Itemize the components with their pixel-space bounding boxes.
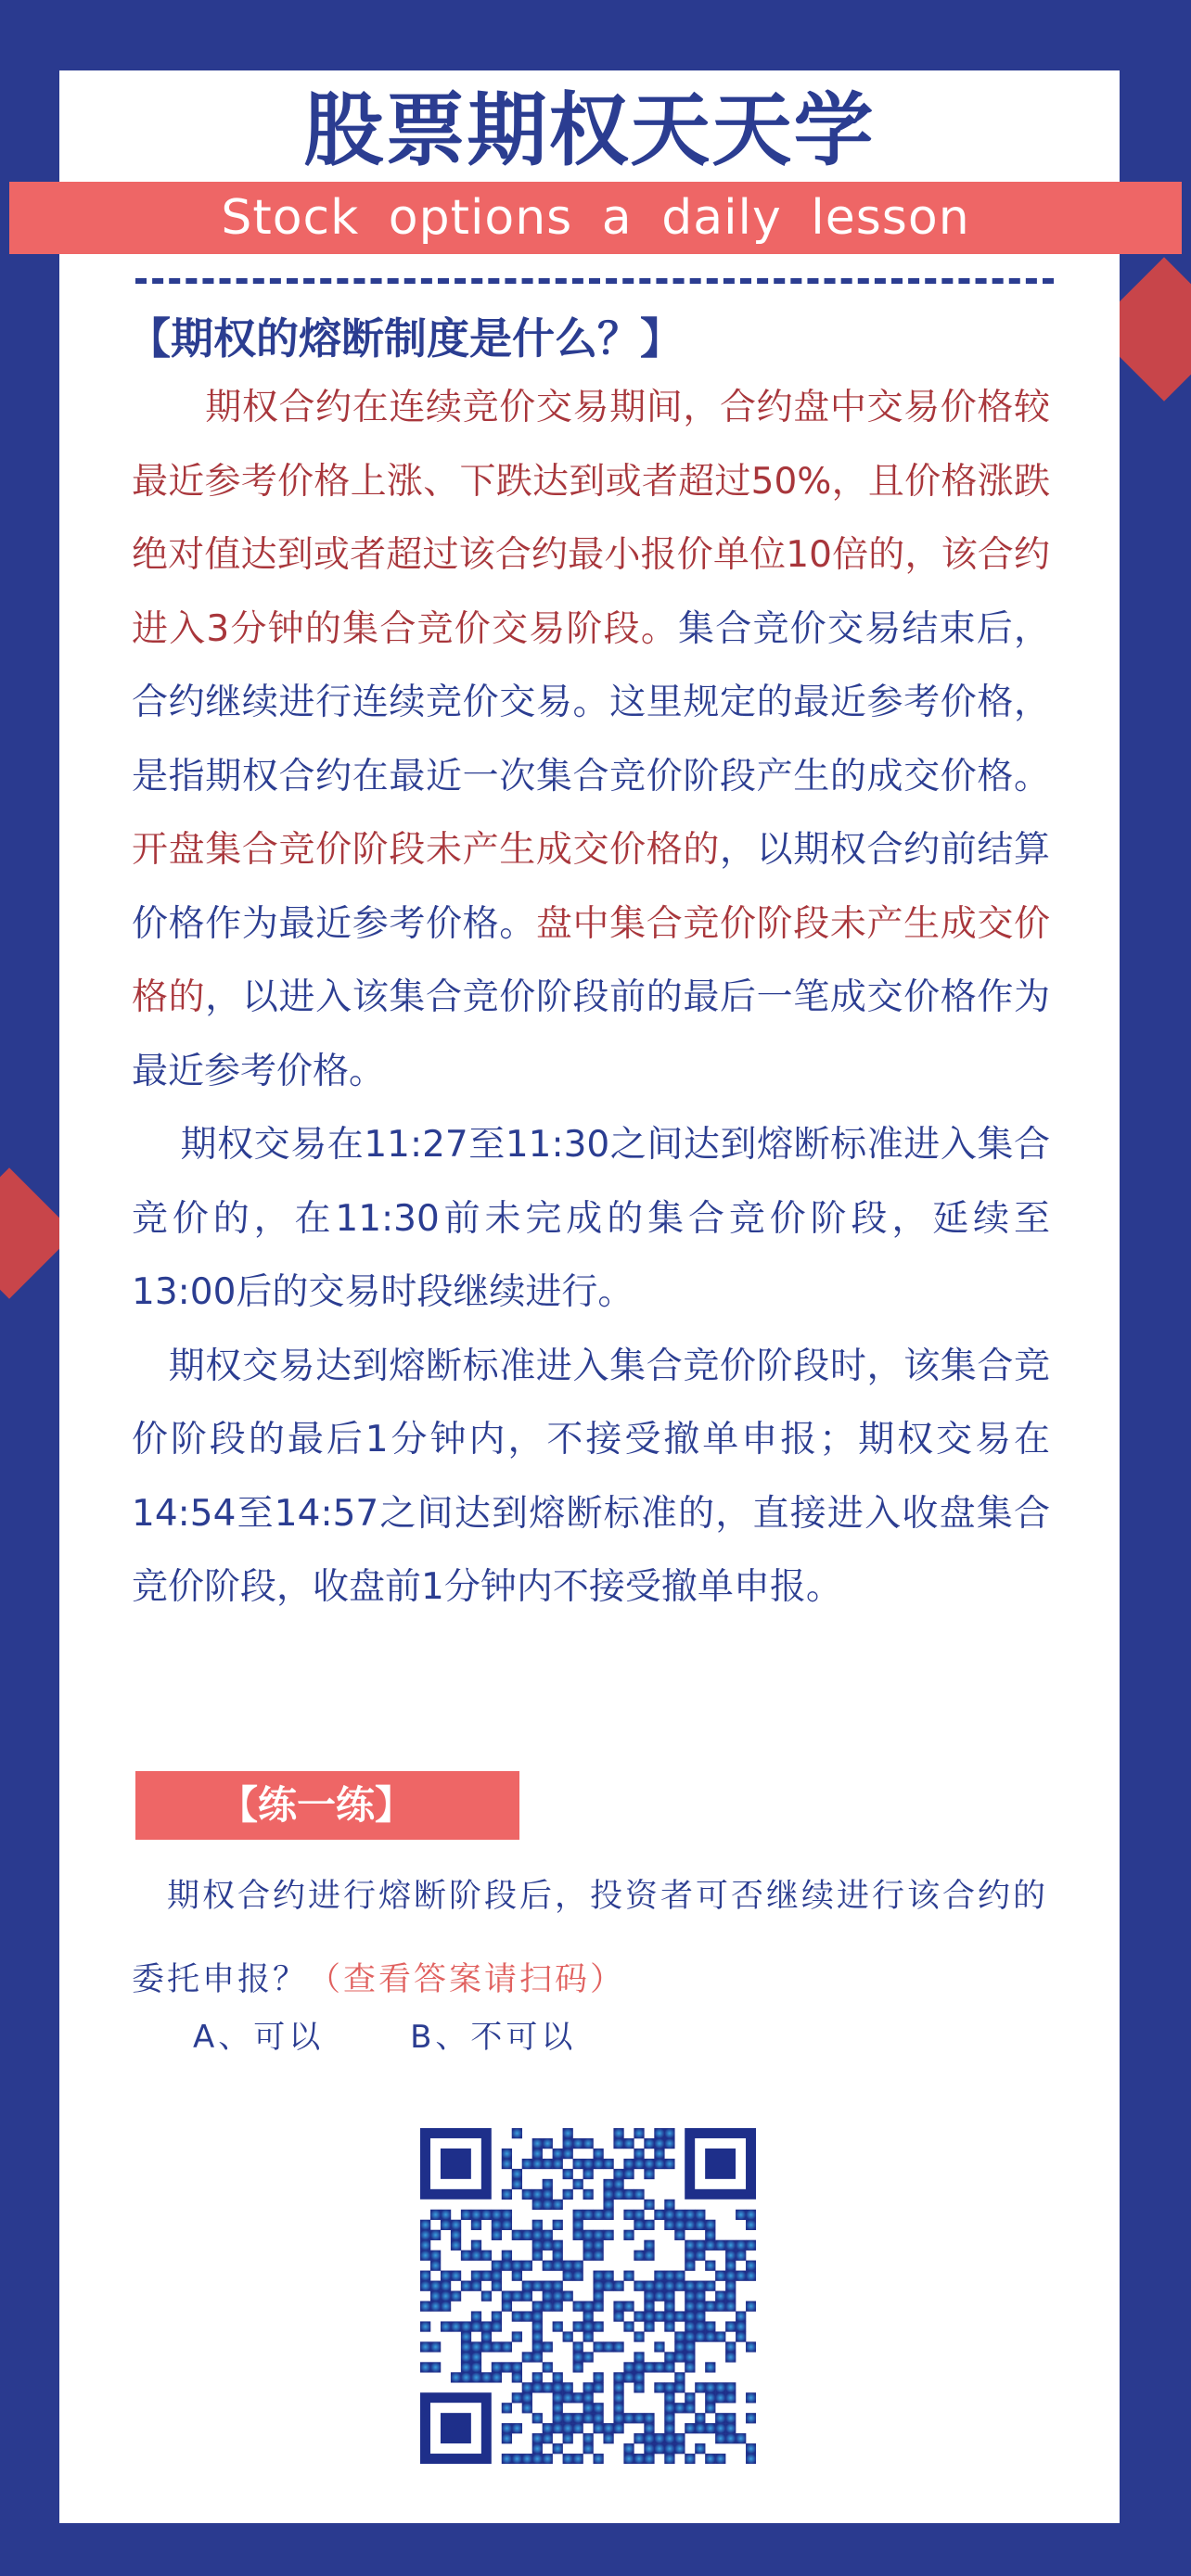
- paragraph-1-segment: 集合竞价交易结束后，合约继续进行连续竞价交易。这里规定的最近参考价格，是指期权合约在最近一次集合竞价阶段产生的成交价格。: [132, 607, 1050, 797]
- question-text: 期权合约进行熔断阶段后，投资者可否继续进行该合约的委托申报？: [132, 1878, 1049, 1998]
- page-title: 股票期权天天学: [303, 84, 876, 177]
- paragraph-2: 期权交易在11:27至11:30之间达到熔断标准进入集合竞价的，在11:30前未完成的集合竞价阶段，延续至13:00后的交易时段继续进行。: [132, 1124, 1050, 1313]
- practice-label: 【练一练】: [135, 1771, 519, 1840]
- article-heading: 【期权的熔断制度是什么？】: [128, 313, 683, 363]
- dashed-divider: [135, 278, 1054, 284]
- paragraph-1-segment: 开盘集合竞价阶段未产生成交价格的: [132, 829, 720, 871]
- answer-options: [193, 2009, 935, 2065]
- practice-question: [132, 1855, 1050, 2021]
- option-a: A、可以: [193, 2019, 325, 2056]
- option-b: B、不可以: [410, 2019, 577, 2056]
- paragraph-1-segment: 盘中集合竞价阶段未产生成交价格的: [132, 902, 1050, 1018]
- paragraph-1-segment: ，以期权合约前结算价格作为最近参考价格。: [132, 829, 1050, 945]
- paragraph-1-segment: ，以进入该集合竞价阶段前的最后一笔成交价格作为最近参考价格。: [132, 976, 1050, 1092]
- subtitle-banner: Stock options a daily lesson: [9, 182, 1182, 254]
- qr-code-icon[interactable]: [420, 2128, 756, 2464]
- paragraph-3: 期权交易达到熔断标准进入集合竞价阶段时，该集合竞价阶段的最后1分钟内，不接受撤单申报；期权交易在14:54至14:57之间达到熔断标准的，直接进入收盘集合竞价阶段，收盘前1分钟内不接受撤单申报。: [132, 1345, 1050, 1608]
- qr-code-graphic: [420, 2128, 756, 2464]
- paragraph-1-segment: 期权合约在连续竞价交易期间，合约盘中交易价格较最近参考价格上涨、下跌达到或者超过50%，且价格涨跌绝对值达到或者超过该合约最小报价单位10倍的，该合约进入3分钟的集合竞价交易阶段。: [132, 387, 1050, 650]
- article-body: [132, 371, 1050, 1625]
- paragraph-1: [132, 371, 1050, 1108]
- answer-hint: （查看答案请扫码）: [308, 1961, 626, 1998]
